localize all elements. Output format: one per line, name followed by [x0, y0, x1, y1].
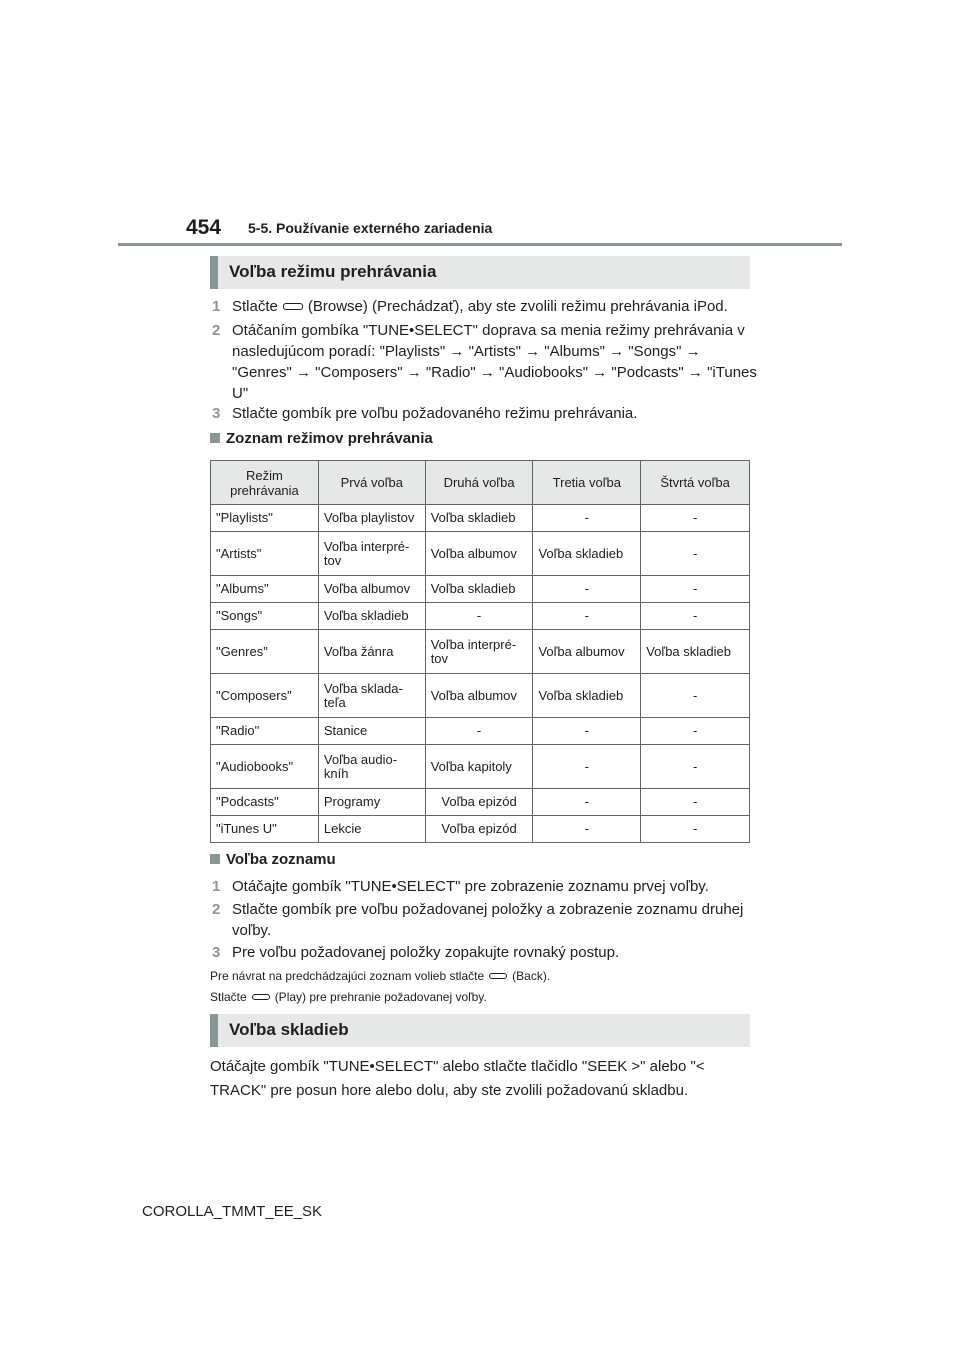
col-header: Režim prehrávania [211, 461, 319, 505]
table-cell: - [533, 603, 641, 630]
table-cell: - [533, 505, 641, 532]
table-cell: - [641, 816, 750, 843]
table-cell: - [641, 532, 750, 576]
table-cell: - [641, 718, 750, 745]
step-number: 3 [212, 405, 221, 422]
table-row [211, 718, 750, 745]
table-cell: - [641, 674, 750, 718]
chapter-title: 5-5. Používanie externého zariadenia [248, 220, 493, 236]
table-cell: Voľba interpré-tov [425, 630, 533, 674]
table-row [211, 789, 750, 816]
table-cell: "Radio" [211, 718, 319, 745]
subheading-list-selection [210, 851, 336, 868]
section-heading-playback-mode [210, 256, 750, 289]
table-cell: Programy [318, 789, 425, 816]
page-number: 454 [186, 216, 222, 239]
table-cell: Voľba albumov [533, 630, 641, 674]
table-cell: Voľba albumov [318, 576, 425, 603]
step-text: Pre voľbu požadovanej položky zopakujte rovnaký postup. [232, 944, 620, 961]
table-cell: - [533, 816, 641, 843]
table-cell: "Albums" [211, 576, 319, 603]
table-cell: Voľba albumov [425, 532, 533, 576]
section-heading-track-selection [210, 1014, 750, 1047]
table-cell: "Songs" [211, 603, 319, 630]
step-text [232, 296, 757, 317]
square-bullet-icon [210, 433, 220, 443]
table-cell: Voľba žánra [318, 630, 425, 674]
playback-modes-table [210, 460, 750, 843]
back-button-icon [489, 973, 507, 979]
table-cell: Lekcie [318, 816, 425, 843]
table-cell: "Podcasts" [211, 789, 319, 816]
section-heading-text: Voľba skladieb [229, 1020, 349, 1039]
table-cell: Voľba skladieb [425, 576, 533, 603]
table-row [211, 576, 750, 603]
note-text-start: Stlačte [210, 990, 247, 1004]
table-cell: Voľba skladieb [318, 603, 425, 630]
table-cell: Voľba skladieb [533, 532, 641, 576]
track-selection-body: Otáčajte gombík "TUNE•SELECT" alebo stlačte tlačidlo "SEEK >" alebo "< TRACK" pre posun hore alebo dolu, aby ste zvolili požadovanú skladbu. [210, 1058, 705, 1099]
col-header: Prvá voľba [318, 461, 425, 505]
table-cell: Voľba albumov [425, 674, 533, 718]
note-text-end: (Back). [512, 969, 551, 983]
note-text-start: Pre návrat na predchádzajúci zoznam volieb stlačte [210, 969, 485, 983]
document-code: COROLLA_TMMT_EE_SK [142, 1203, 323, 1220]
table-cell: - [425, 603, 533, 630]
section-heading-text: Voľba režimu prehrávania [229, 262, 437, 281]
table-cell: Voľba interpré-tov [318, 532, 425, 576]
table-cell: Voľba skladieb [533, 674, 641, 718]
step-text-end: (Browse) (Prechádzať), aby ste zvolili režimu prehrávania iPod. [307, 298, 728, 315]
table-cell: Voľba sklada-teľa [318, 674, 425, 718]
col-header: Tretia voľba [533, 461, 641, 505]
table-cell: "Audiobooks" [211, 745, 319, 789]
table-cell: "Composers" [211, 674, 319, 718]
table-cell: "Artists" [211, 532, 319, 576]
step-text: Stlačte gombík pre voľbu požadovanej položky a zobrazenie zoznamu druhej voľby. [232, 901, 744, 939]
browse-button-icon [283, 303, 303, 310]
subheading-text: Zoznam režimov prehrávania [226, 430, 433, 447]
table-header-row [211, 461, 750, 505]
square-bullet-icon [210, 854, 220, 864]
table-row [211, 816, 750, 843]
table-cell: - [533, 745, 641, 789]
table-row [211, 630, 750, 674]
step-text-start: Stlačte [232, 298, 278, 315]
table-cell: - [533, 718, 641, 745]
step-number: 1 [212, 298, 221, 315]
note-play [210, 989, 487, 1005]
header-divider [118, 243, 842, 246]
step-number: 2 [212, 322, 221, 339]
table-cell: Voľba epizód [425, 816, 533, 843]
note-text-end: (Play) pre prehranie požadovanej voľby. [274, 990, 487, 1004]
note-back [210, 968, 550, 984]
step-text: Stlačte gombík pre voľbu požadovaného režimu prehrávania. [232, 405, 638, 422]
subheading-text: Voľba zoznamu [226, 851, 336, 868]
table-cell: - [641, 603, 750, 630]
step-number: 2 [212, 901, 221, 918]
table-cell: - [641, 789, 750, 816]
table-cell: Stanice [318, 718, 425, 745]
table-cell: "Playlists" [211, 505, 319, 532]
table-row [211, 505, 750, 532]
table-row [211, 745, 750, 789]
table-cell: - [641, 576, 750, 603]
table-cell: - [533, 576, 641, 603]
table-cell: Voľba kapitoly [425, 745, 533, 789]
table-cell: Voľba audio-kníh [318, 745, 425, 789]
col-header: Druhá voľba [425, 461, 533, 505]
table-cell: Voľba skladieb [641, 630, 750, 674]
table-cell: "iTunes U" [211, 816, 319, 843]
table-cell: "Genres" [211, 630, 319, 674]
step-number: 1 [212, 878, 221, 895]
table-cell: Voľba playlistov [318, 505, 425, 532]
table-cell: - [425, 718, 533, 745]
subheading-mode-list [210, 430, 433, 447]
play-button-icon [252, 994, 270, 1000]
col-header: Štvrtá voľba [641, 461, 750, 505]
table-row [211, 603, 750, 630]
table-row [211, 674, 750, 718]
step-text: Otáčajte gombík "TUNE•SELECT" pre zobrazenie zoznamu prvej voľby. [232, 878, 709, 895]
table-cell: - [533, 789, 641, 816]
step-number: 3 [212, 944, 221, 961]
step-text: Otáčaním gombíka "TUNE•SELECT" doprava sa menia režimy prehrávania v nasledujúcom poradí: "Playlists" → "Artists" → "Albums" → "Songs" → "Genres" → "Composers" → "Radio" → "Audiobooks" → "Podcasts" → "iTunes U" [232, 322, 757, 402]
table-cell: Voľba skladieb [425, 505, 533, 532]
table-cell: Voľba epizód [425, 789, 533, 816]
table-row [211, 532, 750, 576]
table-cell: - [641, 745, 750, 789]
table-cell: - [641, 505, 750, 532]
